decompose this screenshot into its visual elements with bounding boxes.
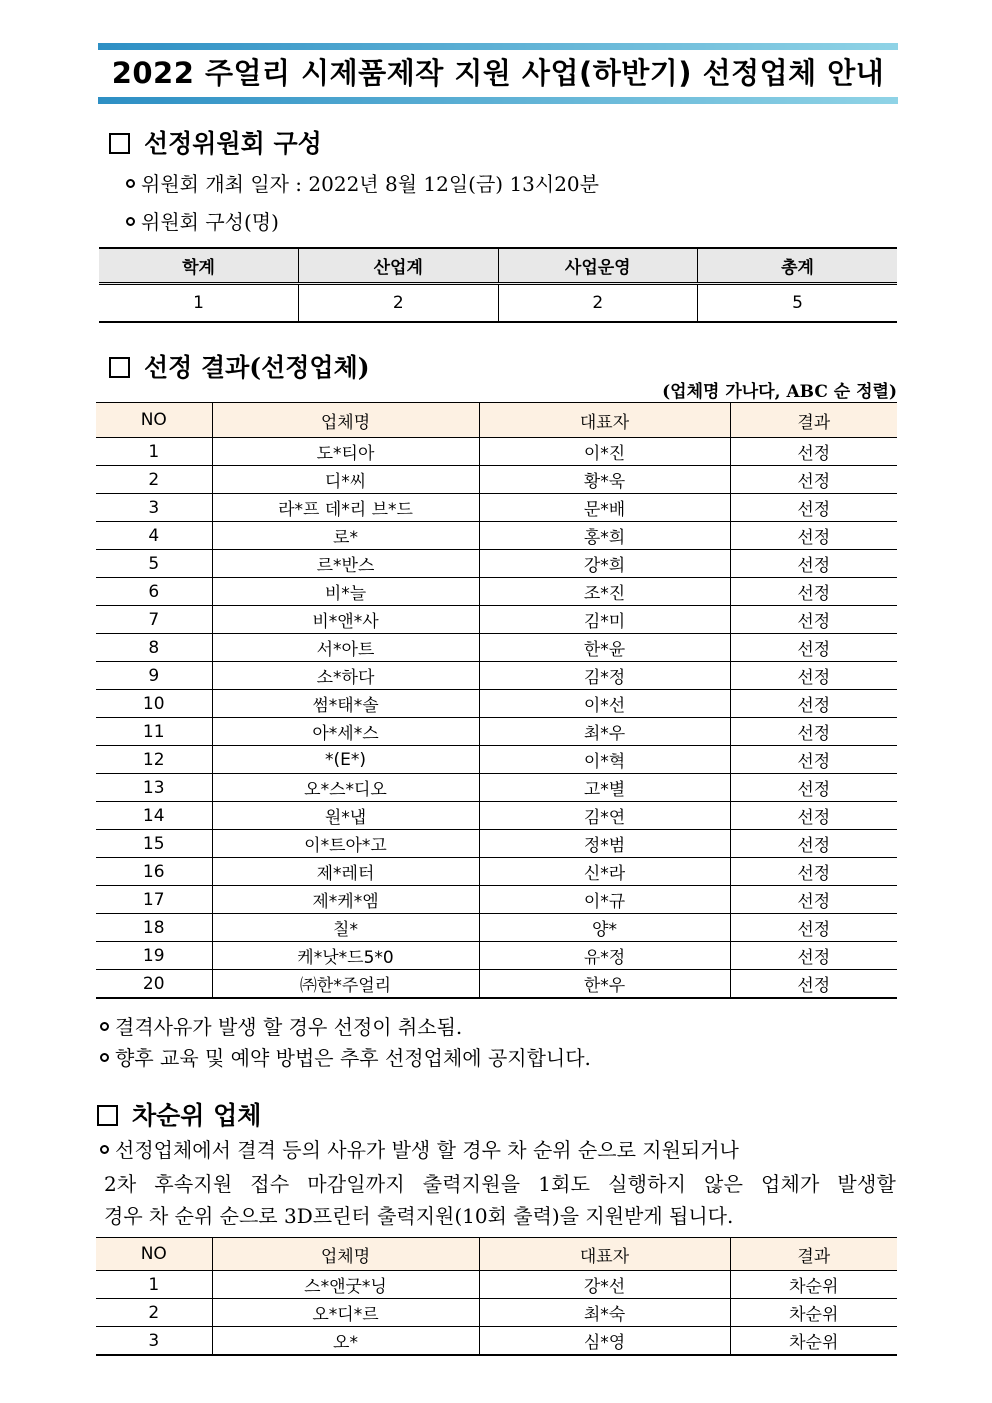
- header-cell-representative: 대표자: [479, 403, 730, 438]
- cell-company: 라*프 데*리 브*드: [212, 494, 479, 522]
- cell-no: 2: [96, 466, 212, 494]
- cell-no: 11: [96, 718, 212, 746]
- composition-text: 위원회 구성(명): [141, 210, 279, 234]
- table-row: [96, 606, 897, 634]
- runners-up-header-row: [96, 1238, 897, 1271]
- cell-company: 오*디*르: [212, 1299, 479, 1327]
- committee-heading-text: 선정위원회 구성: [144, 129, 322, 158]
- sort-note: (업체명 가나다, ABC 순 정렬): [662, 382, 897, 402]
- cell-no: 5: [96, 550, 212, 578]
- meeting-date-line: [126, 168, 599, 197]
- table-row: [96, 1271, 897, 1299]
- cell-result: 선정: [730, 886, 897, 914]
- committee-value-cell: 5: [792, 293, 803, 313]
- cell-no: 6: [96, 578, 212, 606]
- cell-result: 선정: [730, 438, 897, 466]
- circle-bullet-icon: [126, 179, 135, 188]
- committee-heading: [109, 124, 322, 160]
- cell-representative: 황*욱: [479, 466, 730, 494]
- table-row: [96, 578, 897, 606]
- cell-result: 선정: [730, 942, 897, 970]
- cell-no: 18: [96, 914, 212, 942]
- circle-bullet-icon: [100, 1145, 109, 1154]
- circle-bullet-icon: [100, 1022, 109, 1031]
- cell-representative: 문*배: [479, 494, 730, 522]
- cell-company: 오*스*디오: [212, 774, 479, 802]
- cell-no: 8: [96, 634, 212, 662]
- cell-result: 선정: [730, 774, 897, 802]
- cell-result: 선정: [730, 914, 897, 942]
- cell-result: 선정: [797, 976, 831, 996]
- cell-no: 12: [96, 746, 212, 774]
- cell-representative: 김*미: [479, 606, 730, 634]
- header-cell-company: 업체명: [212, 1238, 479, 1271]
- cell-no: 1: [96, 1271, 212, 1299]
- committee-table: [99, 247, 897, 323]
- cell-representative: 유*정: [479, 942, 730, 970]
- cell-representative: 홍*희: [479, 522, 730, 550]
- cell-company: 로*: [212, 522, 479, 550]
- cell-representative: 최*우: [479, 718, 730, 746]
- cell-company: 비*늘: [212, 578, 479, 606]
- cell-no: 13: [96, 774, 212, 802]
- cell-result: 선정: [730, 718, 897, 746]
- committee-value-cell: 1: [99, 284, 299, 323]
- cell-result: 차순위: [789, 1333, 839, 1353]
- meeting-date-text: 위원회 개최 일자 : 2022년 8월 12일(금) 13시20분: [141, 172, 599, 196]
- note-text: 결격사유가 발생 할 경우 선정이 취소됨.: [115, 1015, 463, 1039]
- title-banner: [98, 43, 898, 104]
- committee-header-cell: 산업계: [299, 248, 499, 284]
- runners-up-table: [96, 1237, 897, 1356]
- header-cell-no: NO: [96, 1238, 212, 1271]
- cell-representative: 강*선: [479, 1271, 730, 1299]
- cell-company: 소*하다: [212, 662, 479, 690]
- cell-result: 선정: [730, 690, 897, 718]
- committee-header-row: [99, 248, 897, 284]
- table-row: [96, 634, 897, 662]
- circle-bullet-icon: [126, 217, 135, 226]
- cell-no: 1: [96, 438, 212, 466]
- cell-no: 10: [96, 690, 212, 718]
- header-cell-representative: 대표자: [479, 1238, 730, 1271]
- table-row: [96, 690, 897, 718]
- committee-header-cell: 총계: [698, 248, 898, 284]
- cell-no: 17: [96, 886, 212, 914]
- cell-result: 차순위: [730, 1271, 897, 1299]
- cell-no: 19: [96, 942, 212, 970]
- cell-company: 비*앤*사: [212, 606, 479, 634]
- cell-result: 선정: [730, 578, 897, 606]
- header-cell-company: 업체명: [212, 403, 479, 438]
- cell-no: 3: [96, 494, 212, 522]
- committee-value-row: [99, 284, 897, 323]
- table-row: [96, 522, 897, 550]
- cell-company: *(E*): [212, 746, 479, 774]
- cell-representative: 김*정: [479, 662, 730, 690]
- cell-no: 16: [96, 858, 212, 886]
- cell-company: 르*반스: [212, 550, 479, 578]
- cell-company: 아*세*스: [212, 718, 479, 746]
- committee-header-cell: 학계: [99, 248, 299, 284]
- cell-company: 도*티아: [212, 438, 479, 466]
- cell-representative: 양*: [479, 914, 730, 942]
- checkbox-square-icon: [97, 1105, 118, 1126]
- table-row: [96, 942, 897, 970]
- cell-company: 이*트아*고: [212, 830, 479, 858]
- cell-company: 오*: [212, 1327, 479, 1356]
- cell-representative: 최*숙: [479, 1299, 730, 1327]
- cell-no: 20: [96, 970, 212, 999]
- table-row: [96, 1327, 897, 1356]
- cell-representative: 조*진: [479, 578, 730, 606]
- cell-no: 9: [96, 662, 212, 690]
- table-row: [96, 914, 897, 942]
- cell-company: 칠*: [212, 914, 479, 942]
- cell-representative: 심*영: [479, 1327, 730, 1356]
- table-row: [96, 718, 897, 746]
- cell-representative: 이*선: [479, 690, 730, 718]
- cell-result: 선정: [730, 634, 897, 662]
- composition-line: [126, 206, 279, 235]
- cell-representative: 정*범: [479, 830, 730, 858]
- note-disqualification: [100, 1011, 462, 1040]
- circle-bullet-icon: [100, 1053, 109, 1062]
- page-title: 2022 주얼리 시제품제작 지원 사업(하반기) 선정업체 안내: [111, 56, 885, 90]
- checkbox-square-icon: [109, 133, 130, 154]
- table-row: [96, 830, 897, 858]
- cell-result: 선정: [730, 606, 897, 634]
- committee-value-cell: 2: [498, 284, 698, 323]
- table-row: [96, 494, 897, 522]
- table-row: [96, 802, 897, 830]
- cell-result: 선정: [730, 550, 897, 578]
- note-education: [100, 1042, 591, 1071]
- header-cell-result: 결과: [730, 1238, 897, 1271]
- selected-companies-table: [96, 402, 897, 999]
- cell-result: 차순위: [730, 1299, 897, 1327]
- cell-company: ㈜한*주얼리: [212, 970, 479, 999]
- cell-company: 제*레터: [212, 858, 479, 886]
- runners-up-paragraph-line-2: 2차 후속지원 접수 마감일까지 출력지원을 1회도 실행하지 않은 업체가 발생할: [104, 1172, 896, 1196]
- note-text: 향후 교육 및 예약 방법은 추후 선정업체에 공지합니다.: [115, 1046, 591, 1070]
- cell-representative: 이*규: [479, 886, 730, 914]
- cell-result: 선정: [730, 858, 897, 886]
- cell-company: 디*씨: [212, 466, 479, 494]
- cell-company: 케*낫*드5*0: [212, 942, 479, 970]
- cell-no: 3: [96, 1327, 212, 1356]
- header-cell-result: 결과: [730, 403, 897, 438]
- cell-company: 제*케*엠: [212, 886, 479, 914]
- cell-no: 14: [96, 802, 212, 830]
- runners-up-paragraph-line-3: 경우 차 순위 순으로 3D프린터 출력지원(10회 출력)을 지원받게 됩니다.: [104, 1204, 734, 1228]
- cell-result: 선정: [730, 662, 897, 690]
- cell-result: 선정: [730, 830, 897, 858]
- table-row: [96, 886, 897, 914]
- cell-no: 7: [96, 606, 212, 634]
- cell-representative: 한*윤: [479, 634, 730, 662]
- cell-representative: 김*연: [479, 802, 730, 830]
- table-row: [96, 746, 897, 774]
- cell-result: 선정: [730, 466, 897, 494]
- title-bar-top: [98, 43, 898, 50]
- selection-heading: [109, 348, 370, 384]
- cell-result: 선정: [730, 494, 897, 522]
- cell-result: 선정: [730, 522, 897, 550]
- cell-no: 4: [96, 522, 212, 550]
- cell-representative: 강*희: [479, 550, 730, 578]
- cell-company: 썸*태*솔: [212, 690, 479, 718]
- paragraph-text: 선정업체에서 결격 등의 사유가 발생 할 경우 차 순위 순으로 지원되거나: [115, 1138, 739, 1162]
- table-row: [96, 466, 897, 494]
- cell-company: 스*앤굿*닝: [212, 1271, 479, 1299]
- cell-representative: 이*혁: [479, 746, 730, 774]
- runners-up-heading-text: 차순위 업체: [132, 1101, 262, 1130]
- cell-company: 서*아트: [212, 634, 479, 662]
- runners-up-heading: [97, 1096, 261, 1132]
- cell-no: 2: [96, 1299, 212, 1327]
- table-row: [96, 774, 897, 802]
- cell-company: 원*냅: [212, 802, 479, 830]
- header-cell-no: NO: [96, 403, 212, 438]
- cell-no: 15: [96, 830, 212, 858]
- committee-header-cell: 사업운영: [498, 248, 698, 284]
- table-row: [96, 662, 897, 690]
- cell-result: 선정: [730, 802, 897, 830]
- selection-heading-text: 선정 결과(선정업체): [144, 353, 370, 382]
- title-bar-bottom: [98, 97, 898, 104]
- table-row: [96, 970, 897, 999]
- cell-result: 선정: [730, 746, 897, 774]
- selected-header-row: [96, 403, 897, 438]
- runners-up-paragraph-line-1: [100, 1134, 739, 1163]
- table-row: [96, 550, 897, 578]
- committee-value-cell: 2: [299, 284, 499, 323]
- table-row: [96, 858, 897, 886]
- table-row: [96, 438, 897, 466]
- cell-representative: 고*별: [479, 774, 730, 802]
- cell-representative: 이*진: [479, 438, 730, 466]
- cell-representative: 신*라: [479, 858, 730, 886]
- cell-representative: 한*우: [479, 970, 730, 999]
- table-row: [96, 1299, 897, 1327]
- checkbox-square-icon: [109, 357, 130, 378]
